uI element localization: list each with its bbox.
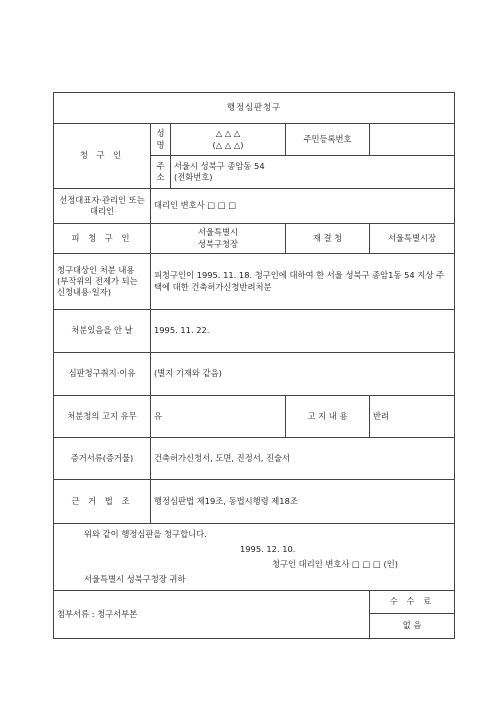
respondent-label: 피 청 구 인 — [54, 224, 151, 254]
legal-basis-value: 행정심판법 제19조, 동법시행령 제18조 — [151, 480, 455, 524]
claimant-label: 청 구 인 — [54, 124, 151, 189]
name-value: △ △ △ (△ △ △) — [171, 124, 286, 156]
declaration-date: 1995. 12. 10. — [240, 544, 296, 554]
id-number-value — [370, 124, 455, 156]
known-date-value: 1995. 11. 22. — [151, 310, 455, 353]
fee-label: 수 수 료 — [370, 591, 455, 614]
notice-label: 처분청의 고지 유무 — [54, 396, 151, 438]
ruling-authority-label: 재 결 청 — [286, 224, 370, 254]
respondent-value: 서울특별시 성북구청장 — [151, 224, 286, 254]
notice-value: 유 — [151, 396, 286, 438]
declaration-signer: 청구인 대리인 변호사 □ □ □ (인) — [272, 559, 398, 569]
disposition-label: 청구대상인 처분 내용 (부작위의 전제가 되는 신청내용·일자) — [54, 254, 151, 310]
declaration-addressee: 서울특별시 성북구청장 귀하 — [84, 574, 186, 584]
fee-value: 없 음 — [370, 614, 455, 639]
declaration-block — [54, 524, 455, 591]
name-label: 성 명 — [151, 124, 171, 156]
representative-value: 대리인 변호사 □ □ □ — [151, 189, 455, 224]
purpose-value: (별지 기재와 같음) — [151, 353, 455, 396]
ruling-authority-value: 서울특별시장 — [370, 224, 455, 254]
notice-content-value: 반려 — [370, 396, 455, 438]
page-title: 행정심판청구 — [54, 93, 455, 124]
notice-content-label: 고 지 내 용 — [286, 396, 370, 438]
purpose-label: 심판청구취지·이유 — [54, 353, 151, 396]
legal-basis-label: 근 거 법 조 — [54, 480, 151, 524]
address-label: 주 소 — [151, 156, 171, 189]
attachments-label: 첨부서류 : 청구서부본 — [54, 591, 370, 639]
evidence-label: 증거서류(증거물) — [54, 438, 151, 480]
declaration-statement: 위와 같이 행정심판을 청구합니다. — [84, 529, 207, 539]
petition-form — [53, 92, 455, 639]
known-date-label: 처분있음을 안 날 — [54, 310, 151, 353]
id-number-label: 주민등록번호 — [286, 124, 370, 156]
evidence-value: 건축허가신청서, 도면, 진정서, 진술서 — [151, 438, 455, 480]
representative-label: 선정대표자·관리인 또는 대리인 — [54, 189, 151, 224]
address-value: 서울시 성북구 종암동 54 (전화번호) — [171, 156, 455, 189]
disposition-value: 피청구인이 1995. 11. 18. 청구인에 대하여 한 서울 성북구 종암1동 54 지상 주택에 대한 건축허가신청반려처분 — [151, 254, 455, 310]
